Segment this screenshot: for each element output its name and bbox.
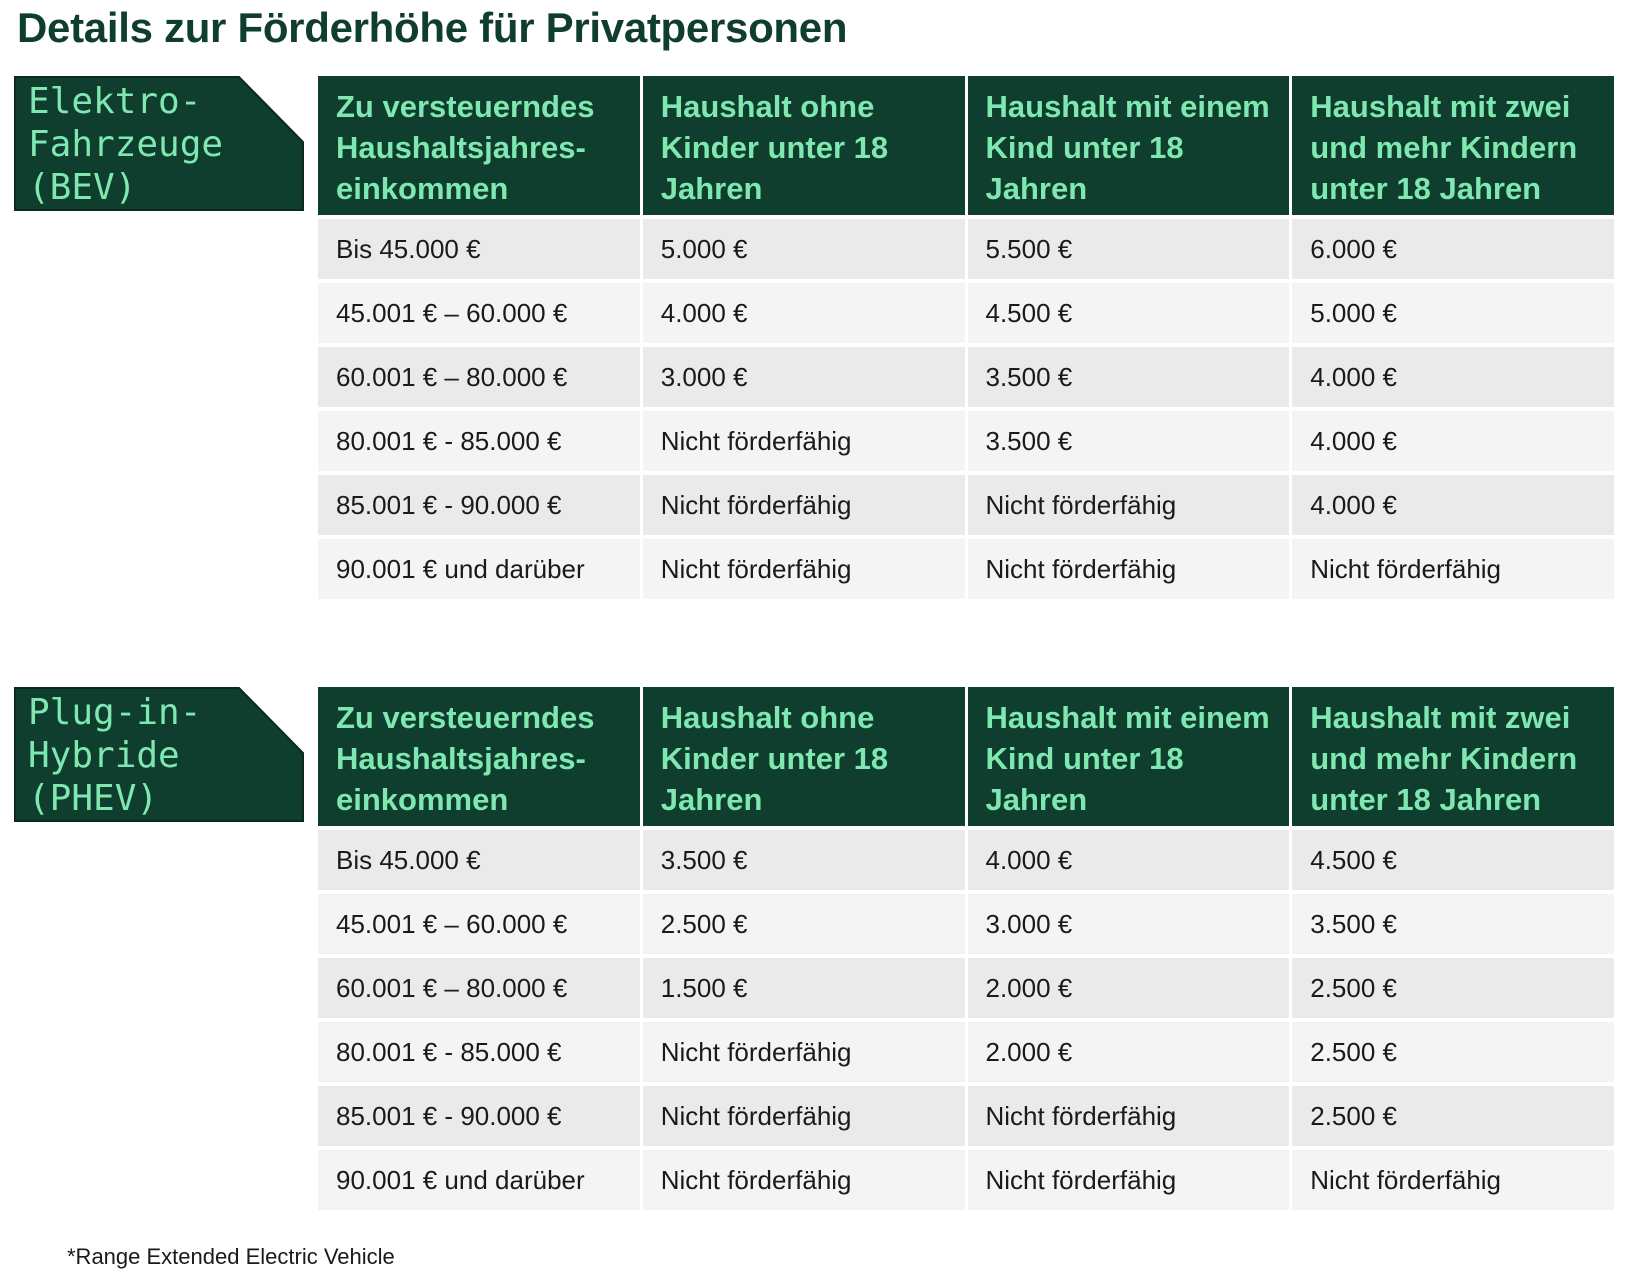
amount-cell: 3.500 € xyxy=(968,347,1290,407)
amount-cell: 4.500 € xyxy=(968,283,1290,343)
amount-cell: Nicht förderfähig xyxy=(643,475,965,535)
amount-cell: Nicht förderfähig xyxy=(643,1022,965,1082)
phev-label-text: Plug-in- Hybride (PHEV) xyxy=(28,692,202,819)
header-row xyxy=(318,687,1614,826)
amount-cell: 5.000 € xyxy=(1292,283,1614,343)
amount-cell: 2.500 € xyxy=(1292,958,1614,1018)
table-row xyxy=(318,1086,1614,1146)
amount-cell: 1.500 € xyxy=(643,958,965,1018)
table-row xyxy=(318,1022,1614,1082)
table-row xyxy=(318,958,1614,1018)
amount-cell: 2.500 € xyxy=(1292,1022,1614,1082)
amount-cell: Nicht förderfähig xyxy=(1292,539,1614,599)
amount-cell: Nicht förderfähig xyxy=(643,539,965,599)
amount-cell: 5.000 € xyxy=(643,219,965,279)
amount-cell: 3.000 € xyxy=(643,347,965,407)
amount-cell: 2.500 € xyxy=(643,894,965,954)
amount-cell: 4.000 € xyxy=(1292,411,1614,471)
bev-label-tag xyxy=(14,76,304,211)
income-cell: 45.001 € – 60.000 € xyxy=(318,894,640,954)
phev-label-tag xyxy=(14,687,304,822)
amount-cell: 5.500 € xyxy=(968,219,1290,279)
amount-cell: Nicht förderfähig xyxy=(968,1086,1290,1146)
header-two-plus-children: Haushalt mit zwei und mehr Kindern unter 18 Jahren xyxy=(1292,76,1614,215)
header-no-children: Haushalt ohne Kinder unter 18 Jahren xyxy=(643,76,965,215)
phev-table xyxy=(315,683,1617,1214)
amount-cell: 4.000 € xyxy=(1292,347,1614,407)
income-cell: Bis 45.000 € xyxy=(318,219,640,279)
table-row xyxy=(318,894,1614,954)
header-income: Zu versteuerndes Haushaltsjahres-einkommen xyxy=(318,76,640,215)
amount-cell: 4.000 € xyxy=(968,830,1290,890)
income-cell: 60.001 € – 80.000 € xyxy=(318,958,640,1018)
header-one-child: Haushalt mit einem Kind unter 18 Jahren xyxy=(968,76,1290,215)
table-row xyxy=(318,1150,1614,1210)
amount-cell: Nicht förderfähig xyxy=(643,411,965,471)
amount-cell: Nicht förderfähig xyxy=(968,1150,1290,1210)
amount-cell: 2.000 € xyxy=(968,958,1290,1018)
amount-cell: 6.000 € xyxy=(1292,219,1614,279)
income-cell: 60.001 € – 80.000 € xyxy=(318,347,640,407)
table-row xyxy=(318,347,1614,407)
table-row xyxy=(318,539,1614,599)
amount-cell: 3.500 € xyxy=(643,830,965,890)
footnote: *Range Extended Electric Vehicle xyxy=(67,1244,395,1269)
amount-cell: 2.000 € xyxy=(968,1022,1290,1082)
header-two-plus-children: Haushalt mit zwei und mehr Kindern unter 18 Jahren xyxy=(1292,687,1614,826)
income-cell: 80.001 € - 85.000 € xyxy=(318,411,640,471)
amount-cell: 4.000 € xyxy=(643,283,965,343)
income-cell: 80.001 € - 85.000 € xyxy=(318,1022,640,1082)
header-row xyxy=(318,76,1614,215)
amount-cell: Nicht förderfähig xyxy=(643,1150,965,1210)
bev-label-text: Elektro- Fahrzeuge (BEV) xyxy=(28,81,224,208)
amount-cell: Nicht förderfähig xyxy=(968,539,1290,599)
income-cell: 90.001 € und darüber xyxy=(318,539,640,599)
income-cell: 85.001 € - 90.000 € xyxy=(318,475,640,535)
income-cell: 45.001 € – 60.000 € xyxy=(318,283,640,343)
amount-cell: 3.000 € xyxy=(968,894,1290,954)
amount-cell: Nicht förderfähig xyxy=(1292,1150,1614,1210)
amount-cell: Nicht förderfähig xyxy=(968,475,1290,535)
income-cell: Bis 45.000 € xyxy=(318,830,640,890)
header-no-children: Haushalt ohne Kinder unter 18 Jahren xyxy=(643,687,965,826)
amount-cell: 4.000 € xyxy=(1292,475,1614,535)
amount-cell: 3.500 € xyxy=(968,411,1290,471)
income-cell: 85.001 € - 90.000 € xyxy=(318,1086,640,1146)
header-one-child: Haushalt mit einem Kind unter 18 Jahren xyxy=(968,687,1290,826)
amount-cell: 3.500 € xyxy=(1292,894,1614,954)
table-row xyxy=(318,475,1614,535)
income-cell: 90.001 € und darüber xyxy=(318,1150,640,1210)
table-row xyxy=(318,411,1614,471)
table-row xyxy=(318,283,1614,343)
amount-cell: Nicht förderfähig xyxy=(643,1086,965,1146)
header-income: Zu versteuerndes Haushaltsjahres-einkommen xyxy=(318,687,640,826)
amount-cell: 4.500 € xyxy=(1292,830,1614,890)
table-row xyxy=(318,830,1614,890)
page-title: Details zur Förderhöhe für Privatpersonen xyxy=(17,4,848,51)
amount-cell: 2.500 € xyxy=(1292,1086,1614,1146)
table-row xyxy=(318,219,1614,279)
bev-table xyxy=(315,72,1617,603)
